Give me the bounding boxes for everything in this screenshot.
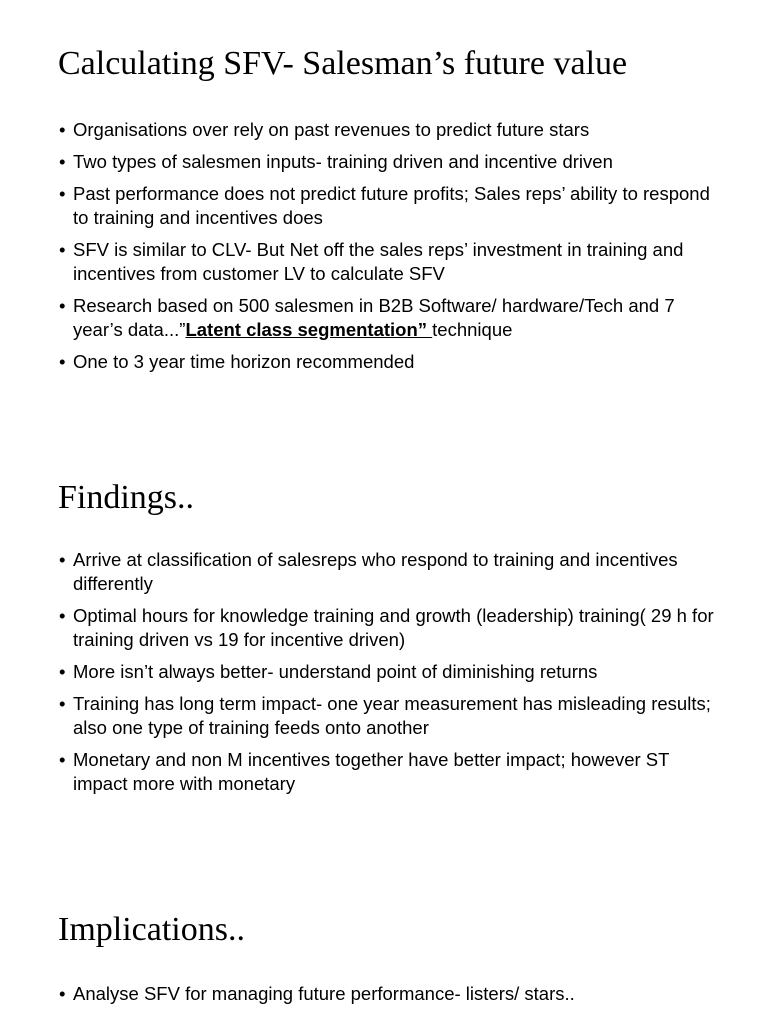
list-item [58, 238, 728, 286]
list-item [58, 982, 728, 1006]
list-item [58, 182, 728, 230]
section-title-implications: Implications.. [58, 911, 245, 948]
bullet-text: Two types of salesmen inputs- training driven and incentive driven [73, 151, 613, 172]
section-sfv [58, 44, 728, 382]
bullet-text: Organisations over rely on past revenues to predict future stars [73, 119, 590, 140]
section-implications [58, 910, 728, 1014]
bullet-list-sfv [58, 118, 728, 374]
list-item [58, 748, 728, 796]
list-item [58, 660, 728, 684]
bullet-text: One to 3 year time horizon recommended [73, 351, 415, 372]
bullet-text: More isn’t always better- understand point of diminishing returns [73, 661, 598, 682]
list-item [58, 604, 728, 652]
bullet-icon: • [59, 661, 66, 682]
bullet-text: SFV is similar to CLV- But Net off the sales reps’ investment in training and incentives from customer LV to calculate SFV [73, 239, 684, 284]
bullet-icon: • [59, 183, 66, 204]
bullet-icon: • [59, 605, 66, 626]
bullet-text: Arrive at classification of salesreps who respond to training and incentives differently [73, 549, 678, 594]
bullet-text: Past performance does not predict future profits; Sales reps’ ability to respond to training and incentives does [73, 183, 710, 228]
latent-class-segmentation-emphasis: Latent class segmentation” [185, 319, 433, 340]
bullet-text: Analyse SFV for managing future performance- listers/ stars.. [73, 983, 575, 1004]
bullet-text: Optimal hours for knowledge training and growth (leadership) training( 29 h for training driven vs 19 for incentive driven) [73, 605, 714, 650]
section-findings [58, 478, 728, 804]
bullet-icon: • [59, 983, 66, 1004]
bullet-text-suffix: technique [432, 319, 513, 340]
list-item [58, 150, 728, 174]
bullet-icon: • [59, 119, 66, 140]
section-title-sfv: Calculating SFV- Salesman’s future value [58, 45, 628, 82]
bullet-icon: • [59, 295, 66, 316]
bullet-text: Training has long term impact- one year measurement has misleading results; also one type of training feeds onto another [73, 693, 711, 738]
bullet-list-implications [58, 982, 728, 1006]
bullet-list-findings [58, 548, 728, 796]
bullet-icon: • [59, 239, 66, 260]
bullet-icon: • [59, 693, 66, 714]
bullet-text: Monetary and non M incentives together have better impact; however ST impact more with monetary [73, 749, 670, 794]
section-title-findings: Findings.. [58, 479, 195, 516]
bullet-text-prefix: Research based on 500 salesmen in B2B Software/ hardware/Tech and 7 year’s data...” [73, 295, 675, 340]
list-item [58, 350, 728, 374]
list-item [58, 294, 728, 342]
bullet-icon: • [59, 549, 66, 570]
list-item [58, 692, 728, 740]
bullet-icon: • [59, 351, 66, 372]
bullet-icon: • [59, 749, 66, 770]
list-item [58, 118, 728, 142]
bullet-icon: • [59, 151, 66, 172]
list-item [58, 548, 728, 596]
